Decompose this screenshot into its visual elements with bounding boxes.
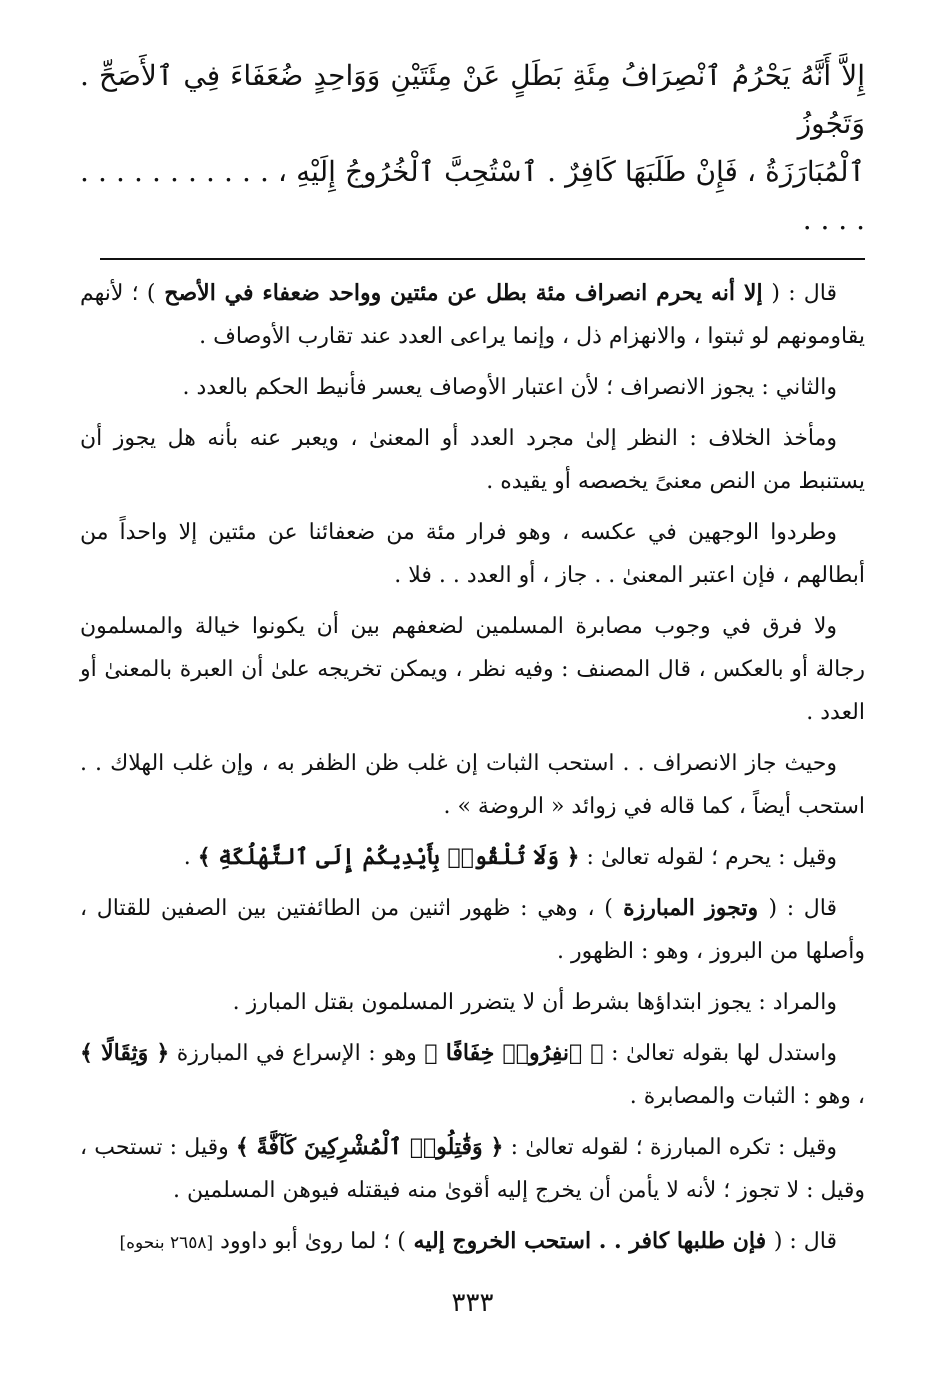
quoted-matn: إلا أنه يحرم انصراف مئة بطل عن مئتين وواحد ضعفاء في الأصح [155,280,772,306]
paragraph-text: وقيل : تستحب ، وقيل : لا تجوز ؛ لأنه لا يأمن أن يخرج إليه أقوىٰ منه فيقتله فيوهن المسلمين . [80,1135,865,1203]
page-number: ٣٣٣ [451,1288,494,1318]
commentary-paragraph-6: وحيث جاز الانصراف . . استحب الثبات إن غلب ظن الظفر به ، وإن غلب الهلاك . . استحب أيضاً ، كما قاله في زوائد « الروضة » . [80,751,865,819]
quote-open: قال : ( [773,1229,837,1254]
quoted-matn: وتجوز المبارزة [612,895,769,921]
quran-verse: ﴿ وَلَا تُلْقُوا۟ بِأَيْدِيكُمْ إِلَى ٱلتَّهْلُكَةِ ﴾ [197,844,580,870]
commentary-paragraph-11 [80,1126,865,1212]
quran-verse: ﴿ وَقَٰتِلُوا۟ ٱلْمُشْرِكِينَ كَآفَّةً ﴾ [235,1134,504,1160]
main-text-line-2: ٱلْمُبَارَزَةُ ، فَإِنْ طَلَبَهَا كَافِرٌ . ٱسْتُحِبَّ ٱلْخُرُوجُ إِلَيْهِ ، . . . . . . . . . . . . . . . [80,155,865,236]
hadith-reference: [٢٦٥٨ بنحوه] [119,1233,214,1253]
paragraph-text: وهو : الإسراع في المبارزة [169,1041,425,1066]
commentary-paragraph-12 [80,1220,865,1265]
commentary-paragraph-2: والثاني : يجوز الانصراف ؛ لأن اعتبار الأوصاف يعسر فأنيط الحكم بالعدد . [182,375,837,400]
commentary-paragraph-3: ومأخذ الخلاف : النظر إلىٰ مجرد العدد أو المعنىٰ ، ويعبر عنه بأنه هل يجوز أن يستنبط من النص معنىً يخصصه أو يقيده . [80,426,865,494]
commentary-paragraph-5: ولا فرق في وجوب مصابرة المسلمين لضعفهم بين أن يكونوا خيالة والمسلمون رجالة أو بالعكس ، قال المصنف : وفيه نظر ، ويمكن تخريجه علىٰ أن العبرة بالمعنىٰ أو العدد . [80,614,865,725]
quote-open: قال : ( [768,896,837,921]
paragraph-text: ) ؛ لأنهم يقاومونهم لو ثبتوا ، والانهزام ذل ، وإنما يراعى العدد عند تقارب الأوصاف . [80,281,865,349]
paragraph-text: ) ، وهي : ظهور اثنين من الطائفتين بين الصفين للقتال ، وأصلها من البروز ، وهو : الظهور . [80,896,865,964]
commentary-paragraph-10 [80,1032,865,1118]
commentary-paragraph-8 [80,887,865,973]
commentary-paragraph-4: وطردوا الوجهين في عكسه ، وهو فرار مئة من ضعفائنا عن مئتين إلا واحداً من أبطالهم ، فإن اعتبر المعنىٰ . . جاز ، أو العدد . . فلا . [80,520,865,588]
commentary-paragraph-7 [80,836,865,879]
separator-rule [100,258,865,260]
quran-verse: ﴿ ٱنفِرُوا۟ خِفَافًا ﴾ [424,1040,604,1066]
quran-verse: ﴿ وَثِقَالًا ﴾ [80,1040,170,1066]
paragraph-text: . [183,845,198,870]
paragraph-text: وقيل : يحرم ؛ لقوله تعالىٰ : [586,845,837,870]
quoted-matn: فإن طلبها كافر . . استحب الخروج إليه [405,1228,774,1254]
main-text [80,52,865,244]
quote-open: قال : ( [771,281,837,306]
paragraph-text: ) ؛ لما روىٰ أبو داوود [213,1229,406,1254]
commentary-paragraph-9: والمراد : يجوز ابتداؤها بشرط أن لا يتضرر المسلمون بقتل المبارز . [232,990,837,1015]
commentary-paragraph-1 [80,272,865,358]
paragraph-text: واستدل لها بقوله تعالىٰ : [611,1041,838,1066]
paragraph-text: ، وهو : الثبات والمصابرة . [629,1084,865,1109]
commentary [80,272,865,1265]
main-text-line-1: إِلاَّ أَنَّهُ يَحْرُمُ ٱنْصِرَافُ مِئَةِ بَطَلٍ عَنْ مِئَتَيْنِ وَوَاحِدٍ ضُعَفَاءَ فِي ٱلأَصَحِّ . وَتَجُوزُ [80,59,865,140]
paragraph-text: وقيل : تكره المبارزة ؛ لقوله تعالىٰ : [510,1135,837,1160]
page-content [80,52,865,1273]
